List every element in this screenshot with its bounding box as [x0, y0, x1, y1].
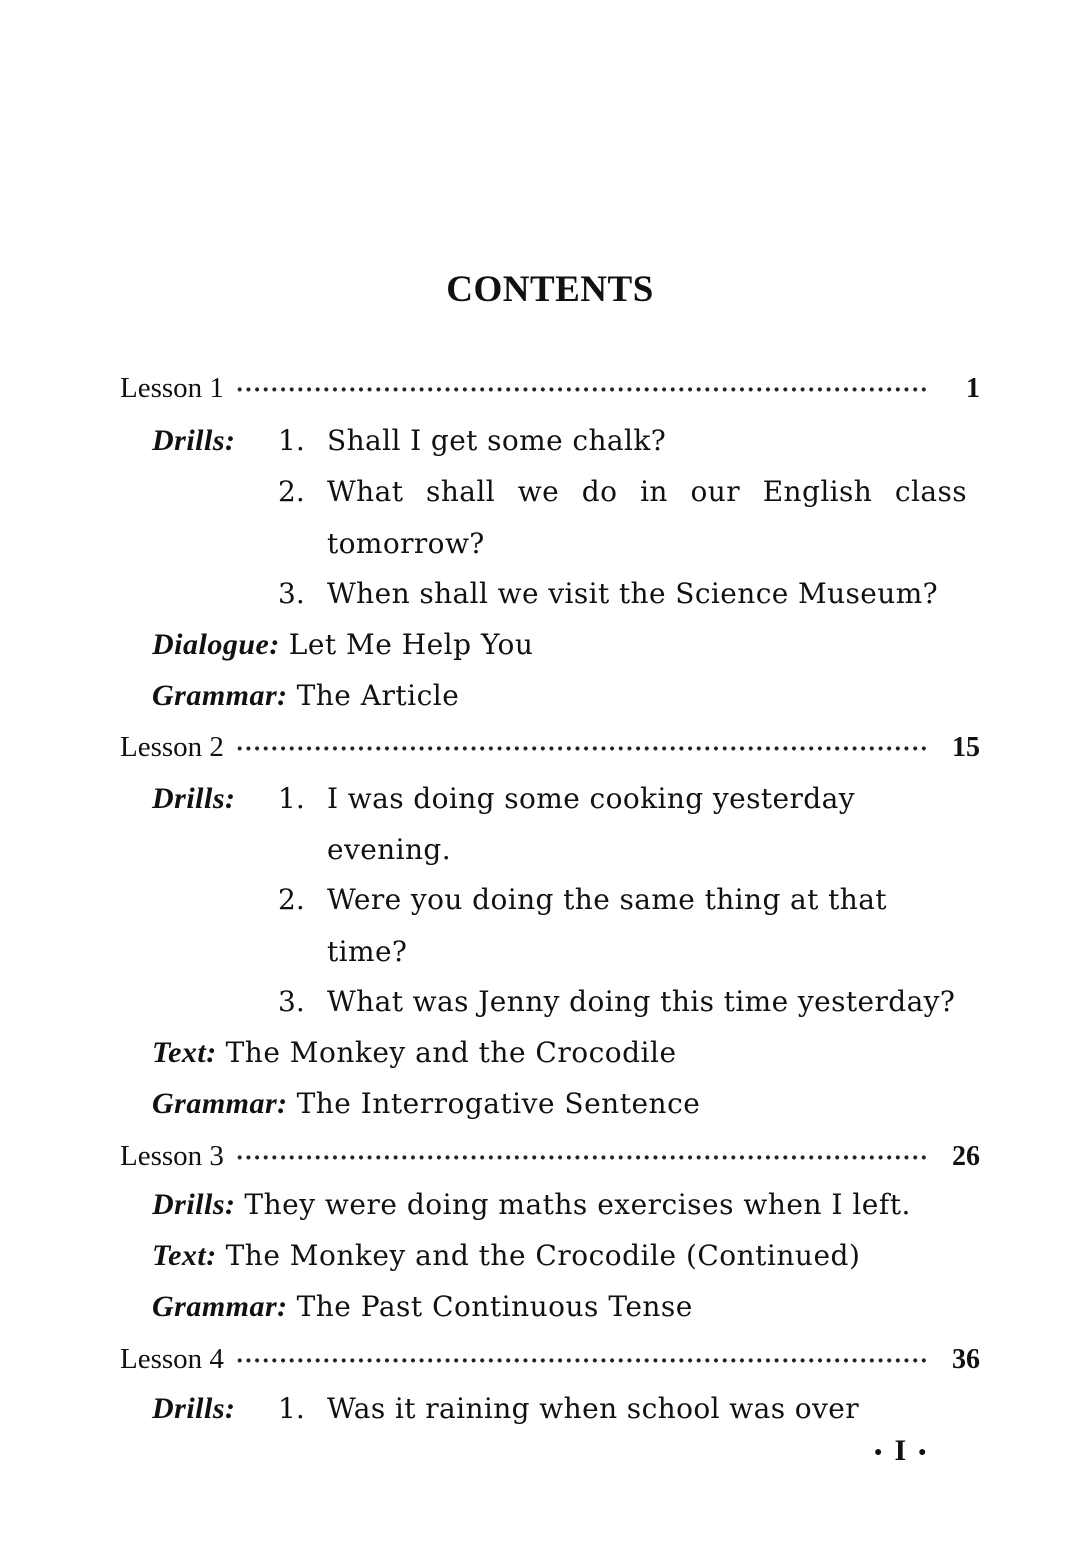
drill-text: Shall I get some chalk? — [327, 424, 667, 457]
drill-text: time? — [327, 935, 408, 968]
drills-heading: Drills: — [152, 424, 236, 457]
drill-number: 1. — [278, 782, 305, 815]
drill-text: What was Jenny doing this time yesterday? — [327, 985, 956, 1018]
drill-text: When shall we visit the Science Museum? — [327, 577, 939, 610]
section-dialogue: Dialogue: Let Me Help You — [152, 628, 534, 661]
drill-text: evening. — [327, 833, 452, 866]
page-number: 1 — [966, 373, 980, 404]
lesson-label: Lesson 2 — [120, 731, 224, 763]
page-number: 15 — [952, 732, 980, 763]
footer-page-number: I — [894, 1434, 907, 1467]
page-number: 36 — [952, 1344, 980, 1375]
page-number: 26 — [952, 1141, 980, 1172]
section-drills: Drills: They were doing maths exercises when I left. — [152, 1188, 911, 1221]
toc-entry-lesson-1[interactable] — [120, 370, 980, 408]
drill-number: 1. — [278, 424, 305, 457]
page-footer: ● I ● — [874, 1434, 927, 1467]
drill-number: 2. — [278, 883, 305, 916]
drills-heading: Drills: — [152, 782, 236, 815]
toc-entry-lesson-4[interactable] — [120, 1341, 980, 1379]
drill-number: 3. — [278, 577, 305, 610]
drill-text: tomorrow? — [327, 527, 485, 560]
leader-dots: ················································································ — [235, 1145, 929, 1171]
drill-text: I was doing some cooking yesterday — [327, 782, 855, 815]
drill-text: Were you doing the same thing at that — [327, 883, 887, 916]
drills-heading: Drills: — [152, 1392, 236, 1425]
toc-entry-lesson-2[interactable] — [120, 729, 980, 767]
section-grammar: Grammar: The Past Continuous Tense — [152, 1290, 693, 1323]
section-text: Text: The Monkey and the Crocodile — [152, 1036, 677, 1069]
leader-dots: ················································································ — [235, 377, 929, 403]
drill-number: 3. — [278, 985, 305, 1018]
drill-number: 2. — [278, 475, 305, 508]
drill-number: 1. — [278, 1392, 305, 1425]
toc-entry-lesson-3[interactable] — [120, 1138, 980, 1176]
lesson-label: Lesson 1 — [120, 372, 224, 404]
section-grammar: Grammar: The Interrogative Sentence — [152, 1087, 701, 1120]
section-grammar: Grammar: The Article — [152, 679, 460, 712]
page-title: CONTENTS — [446, 269, 654, 310]
lesson-label: Lesson 4 — [120, 1343, 224, 1375]
drill-text-justified: What shall we do in our English class — [327, 475, 967, 508]
drill-text: Was it raining when school was over — [327, 1392, 860, 1425]
section-text: Text: The Monkey and the Crocodile (Continued) — [152, 1239, 861, 1272]
lesson-label: Lesson 3 — [120, 1140, 224, 1172]
leader-dots: ················································································ — [235, 736, 929, 762]
leader-dots: ················································································ — [235, 1348, 929, 1374]
